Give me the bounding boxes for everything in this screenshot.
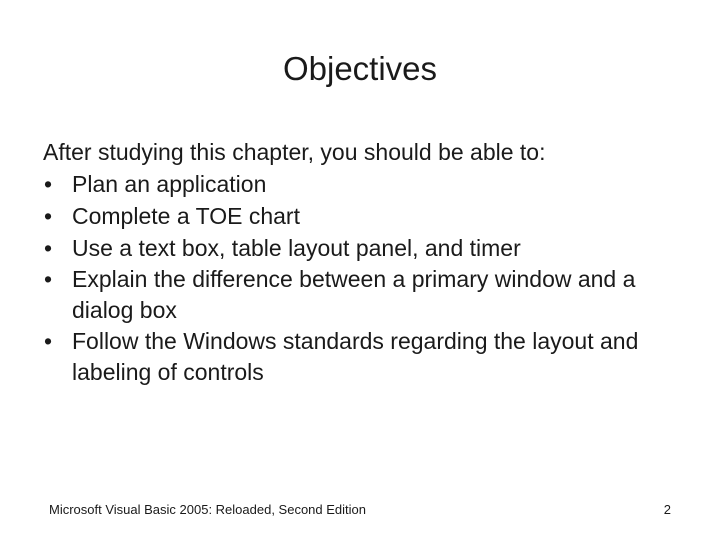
footer-page-number: 2 <box>663 502 671 517</box>
slide-content <box>43 136 683 388</box>
list-item <box>43 232 683 264</box>
objectives-list <box>43 168 683 388</box>
list-item <box>43 326 683 388</box>
footer-book-title: Microsoft Visual Basic 2005: Reloaded, Second Edition <box>49 502 367 517</box>
bullet-icon: • <box>44 328 53 354</box>
bullet-icon: • <box>44 171 53 197</box>
list-item <box>43 200 683 232</box>
bullet-icon: • <box>44 266 53 292</box>
list-item <box>43 168 683 200</box>
list-item <box>43 264 683 326</box>
list-item-text: Use a text box, table layout panel, and timer <box>72 235 521 261</box>
bullet-icon: • <box>44 203 53 229</box>
bullet-icon: • <box>44 235 53 261</box>
list-item-text: Plan an application <box>72 171 267 197</box>
intro-text: After studying this chapter, you should be able to: <box>43 139 546 165</box>
list-item-text: Explain the difference between a primary window and a dialog box <box>72 266 636 323</box>
list-item-text: Follow the Windows standards regarding the layout and labeling of controls <box>72 328 639 385</box>
slide-title: Objectives <box>282 50 438 87</box>
list-item-text: Complete a TOE chart <box>72 203 300 229</box>
